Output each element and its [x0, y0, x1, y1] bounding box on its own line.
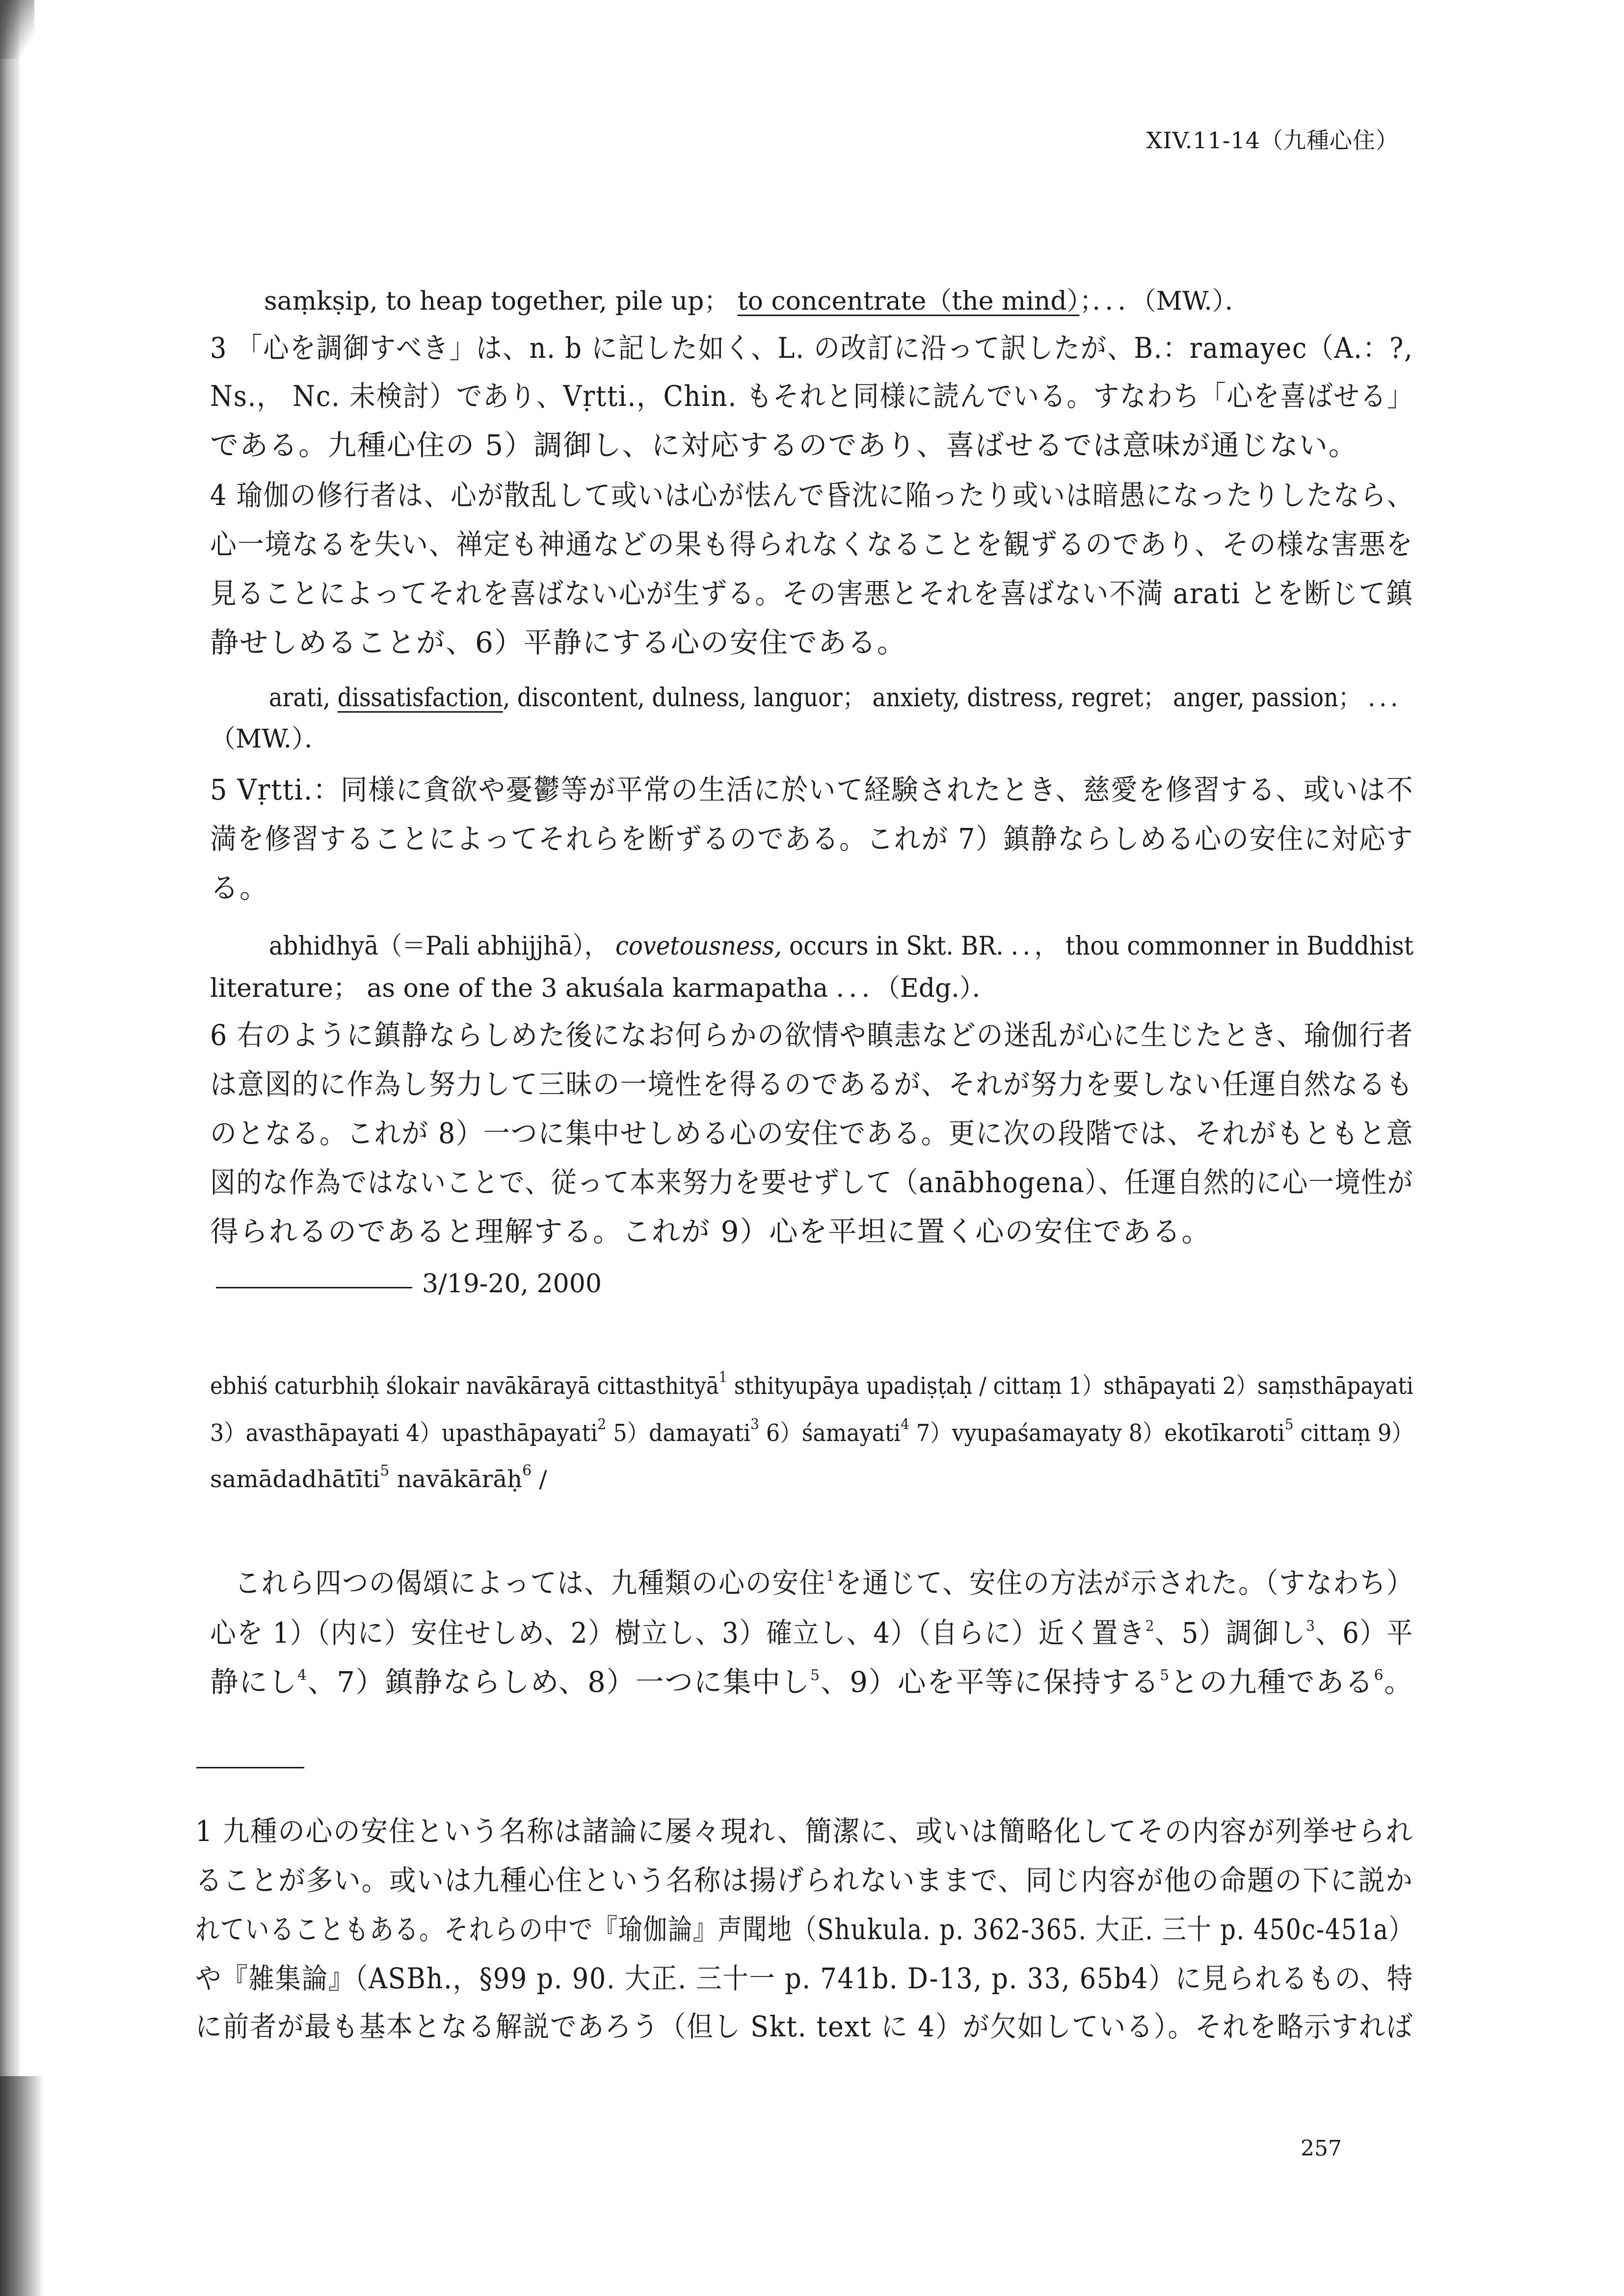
text-segment: 見ることによってそれを喜ばない心が生ずる。その害悪とそれを喜ばない不満 arati とを断じて鎮 [210, 577, 1413, 610]
text-line [210, 871, 269, 905]
text-segment: 、6）平 [1315, 1616, 1413, 1650]
date-line [422, 1271, 602, 1297]
text-segment: cittaṃ 9） [1293, 1419, 1413, 1447]
footnote-ref: 5 [380, 1462, 390, 1479]
text-segment: , discontent, dulness, languor； anxiety, distress, regret； anger, passion； ．．． [503, 683, 1413, 713]
text-segment: 1 九種の心の安住という名称は諸論に屡々現れ、簡潔に、或いは簡略化してその内容が列挙せられ [195, 1815, 1413, 1848]
text-segment: 図的な作為ではないことで、従って本来努力を要せずして（anābhogena）、任運自然的に心一境性が [210, 1166, 1414, 1199]
underlined-text: dissatisfaction [337, 683, 503, 713]
text-line [210, 479, 1414, 512]
text-segment: や『雑集論』（ASBh.，§99 p. 90. 大正. 三十一 p. 741b. D-13, p. 33, 65b4）に見られるもの、特 [195, 1962, 1414, 1995]
text-segment: samādadhātīti [210, 1466, 380, 1493]
text-segment: （MW.）． [210, 724, 330, 754]
text-segment: これら四つの偈頌によっては、九種類の心の安住 [235, 1566, 826, 1600]
text-segment: abhidhyā（＝Pali abhijjhā）， [269, 932, 615, 961]
footnote-ref: 2 [597, 1416, 607, 1433]
footnote-ref: 5 [810, 1667, 821, 1684]
underlined-text: to concentrate（the mind） [737, 287, 1080, 316]
text-segment: saṃkṣip, to heap together, pile up； [264, 287, 738, 316]
text-line [210, 822, 1414, 855]
footnote-ref: 6 [1374, 1667, 1384, 1684]
sanskrit-line [210, 1416, 1413, 1447]
text-segment: ；．．．（MW.）． [1079, 287, 1251, 316]
page-edge-shadow-bottom [0, 2076, 44, 2296]
text-line [210, 530, 1413, 559]
footnote-line [195, 1964, 1413, 1993]
text-segment: 4 瑜伽の修行者は、心が散乱して或いは心が怯んで昏沈に陥ったり或いは暗愚になったりしたなら、 [210, 479, 1414, 512]
text-segment: 、9）心を平等に保持する [820, 1665, 1160, 1699]
text-segment: / [532, 1466, 547, 1493]
text-segment: 、7）鎮静ならしめ、8）一つに集中し [307, 1665, 811, 1699]
text-segment: literature； as one of the 3 akuśala karmapatha ．．．（Edg.）． [210, 974, 998, 1003]
text-line [210, 726, 330, 752]
text-segment: 3 「心を調御すべき」は、n. b に記した如く、L. の改訂に沿って訳したが、B.：ramayec（A.：?, [210, 331, 1413, 365]
text-line [269, 685, 1413, 711]
footnote-ref: 5 [1160, 1667, 1171, 1684]
text-segment: occurs in Skt. BR. ．．， thou commonner in Buddhist [781, 932, 1414, 961]
text-line [210, 1018, 1413, 1052]
text-segment: れていることもある。それらの中で『瑜伽論』声聞地（Shukula. p. 362-365. 大正. 三十 p. 450c-451a） [195, 1913, 1414, 1946]
text-line [210, 775, 1413, 804]
text-segment: 7）vyupaśamayaty 8）ekotīkaroti [909, 1419, 1285, 1447]
text-segment: を通じて、安住の方法が示された。（すなわち） [835, 1566, 1414, 1600]
text-segment: との九種である [1170, 1665, 1374, 1699]
footnote-ref: 4 [901, 1416, 909, 1433]
text-line [210, 628, 906, 657]
text-segment: arati, [269, 683, 338, 713]
translation-line [210, 1665, 1413, 1699]
translation-line [210, 1616, 1413, 1650]
footnote-line [195, 1866, 1413, 1895]
text-segment: ebhiś caturbhiḥ ślokair navākārayā cittasthityā [210, 1372, 719, 1400]
footnote-ref: 1 [826, 1568, 836, 1585]
footnote-ref: 1 [719, 1369, 727, 1386]
footnote-ref: 4 [297, 1667, 308, 1684]
text-segment: sthityupāya upadiṣṭaḥ / cittaṃ 1）sthāpayati 2）saṃsthāpayati [727, 1372, 1413, 1400]
text-line [210, 331, 1413, 365]
footnote-ref: 3 [750, 1416, 759, 1433]
text-segment: ることが多い。或いは九種心住という名称は揚げられないままで、同じ内容が他の命題の下に説か [195, 1864, 1413, 1897]
text-segment: 満を修習することによってそれらを断ずるのである。これが 7）鎮静ならしめる心の安住に対応す [210, 822, 1414, 855]
translation-line [235, 1566, 1414, 1600]
text-segment: 静にし [210, 1665, 298, 1699]
text-segment: 3）avasthāpayati 4）upasthāpayati [210, 1419, 598, 1447]
text-segment: Ns.， Nc. 未検討）であり、Vṛtti.，Chin. もそれと同様に読んでいる。すなわち「心を喜ばせる」 [210, 379, 1414, 413]
footnote-line [195, 1815, 1413, 1848]
text-segment: は意図的に作為し努力して三昧の一境性を得るのであるが、それが努力を要しない任運自然なるも [210, 1068, 1414, 1101]
text-segment: navākārāḥ [389, 1466, 523, 1493]
footnote-ref: 2 [1145, 1618, 1155, 1635]
text-line [210, 976, 998, 1001]
footnote-ref: 3 [1306, 1618, 1316, 1635]
text-line [210, 379, 1414, 413]
footnote-line [195, 2012, 1413, 2041]
text-segment: 心を 1）（内に）安住せしめ、2）樹立し、3）確立し、4）（自らに）近く置き [210, 1616, 1146, 1650]
running-header: XIV.11-14（九種心住） [1146, 127, 1399, 154]
date-dash-rule [216, 1287, 412, 1288]
italic-text: covetousness, [615, 932, 782, 961]
text-segment: である。九種心住の 5）調御し、に対応するのであり、喜ばせるでは意味が通じない。 [210, 428, 1358, 462]
text-line [210, 428, 1358, 462]
page-number: 257 [1301, 2136, 1342, 2161]
text-segment: に前者が最も基本となる解説であろう（但し Skt. text に 4）が欠如している）。それを略示すれば [195, 2010, 1413, 2043]
text-line [210, 1119, 1413, 1148]
text-line [210, 1068, 1414, 1101]
text-segment: 5）damayati [606, 1419, 751, 1447]
page-edge-shadow [0, 0, 20, 2296]
text-segment: る。 [210, 871, 269, 905]
text-segment: 得られるのであると理解する。これが 9）心を平坦に置く心の安住である。 [210, 1215, 1211, 1248]
text-segment: 6 右のように鎮静ならしめた後になお何らかの欲情や瞋恚などの迷乱が心に生じたとき、瑜伽行者 [210, 1018, 1413, 1052]
text-segment: 静せしめることが、6）平静にする心の安住である。 [210, 626, 906, 659]
footnote-ref: 6 [522, 1462, 532, 1479]
text-line [210, 1168, 1413, 1197]
text-segment: 3/19-20, 2000 [422, 1269, 602, 1299]
text-segment: 5 Vṛtti.：同様に貪欲や憂鬱等が平常の生活に於いて経験されたとき、慈愛を修習する、或いは不 [210, 773, 1414, 806]
text-segment: 、5）調御し [1155, 1616, 1306, 1650]
text-segment: 心一境なるを失い、禅定も神通などの果も得られなくなることを観ずるのであり、その様な害悪を [210, 528, 1414, 561]
sanskrit-line [210, 1369, 1413, 1400]
text-line [269, 934, 1413, 959]
text-line [264, 289, 1251, 314]
text-segment: 。 [1384, 1665, 1413, 1699]
text-line [210, 579, 1413, 608]
text-segment: のとなる。これが 8）一つに集中せしめる心の安住である。更に次の段階では、それがもともと意 [210, 1117, 1414, 1150]
footnote-rule [196, 1767, 304, 1768]
footnote-line [195, 1915, 1413, 1944]
sanskrit-line [210, 1462, 547, 1493]
page-edge-shadow-top [0, 0, 34, 59]
footnote-ref: 5 [1284, 1416, 1294, 1433]
text-line [210, 1217, 1211, 1246]
text-segment: 6）śamayati [759, 1419, 901, 1447]
